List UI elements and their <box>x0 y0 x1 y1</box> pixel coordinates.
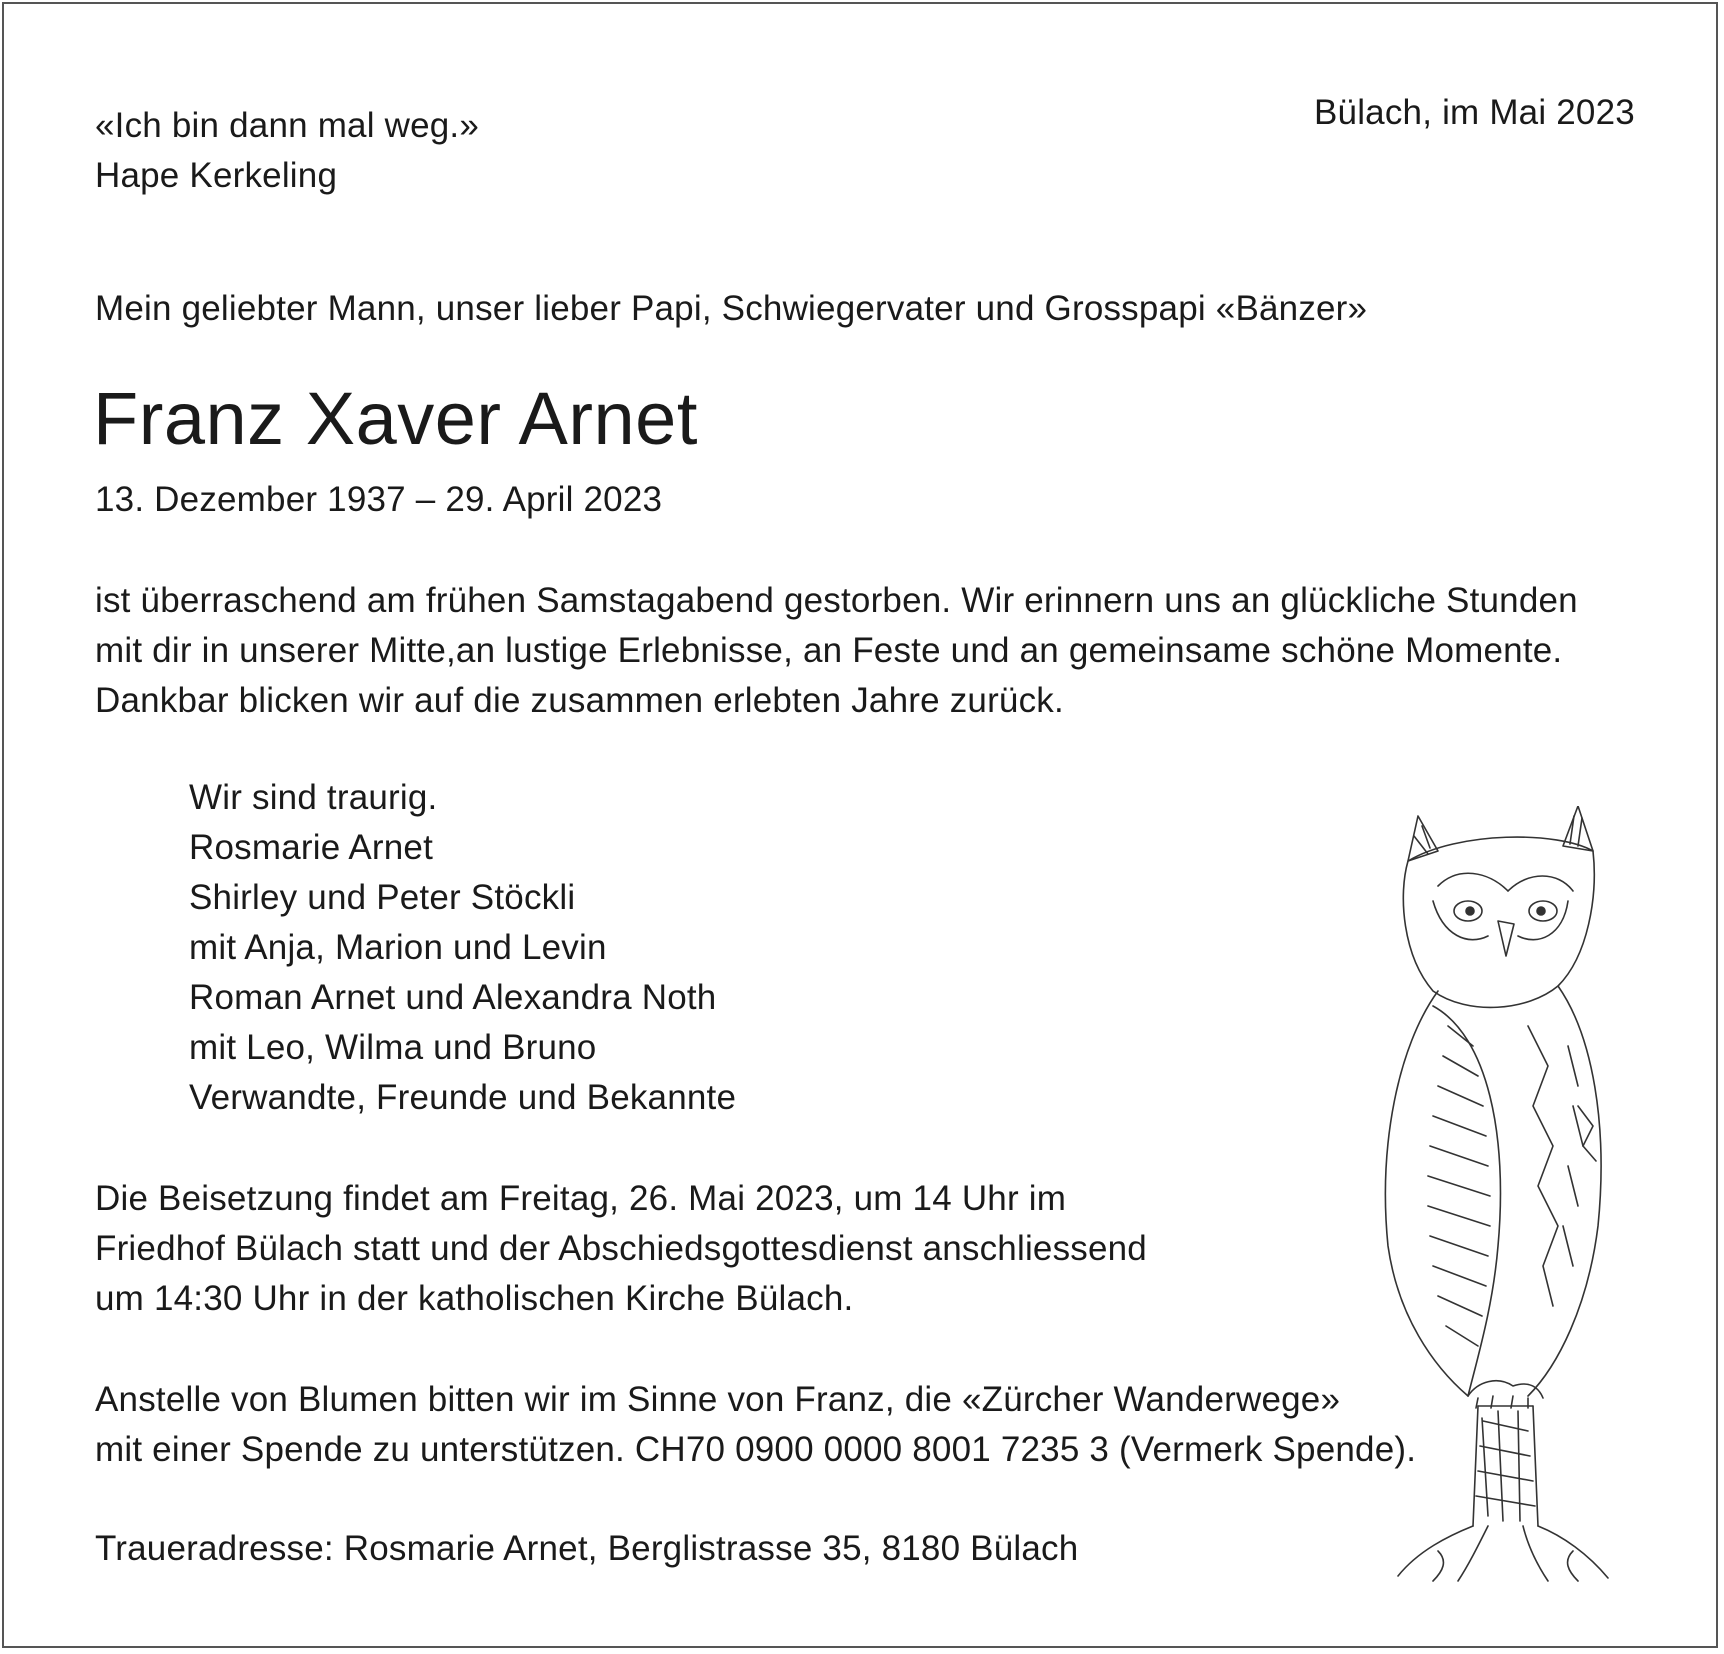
mourners-line: Shirley und Peter Stöckli <box>189 878 576 917</box>
mourners-line: mit Anja, Marion und Levin <box>189 928 607 967</box>
body-paragraph <box>95 576 1578 726</box>
life-dates: 13. Dezember 1937 – 29. April 2023 <box>95 480 663 519</box>
mourners-line: Rosmarie Arnet <box>189 828 434 867</box>
intro-line: Mein geliebter Mann, unser lieber Papi, Schwiegervater und Grosspapi «Bänzer» <box>95 289 1368 328</box>
mourners-line: Roman Arnet und Alexandra Noth <box>189 978 717 1017</box>
mourners-list <box>189 773 736 1123</box>
donation-info <box>95 1375 1416 1475</box>
ceremony-line: Die Beisetzung findet am Freitag, 26. Mai 2023, um 14 Uhr im <box>95 1179 1067 1218</box>
ceremony-line: Friedhof Bülach statt und der Abschiedsgottesdienst anschliessend <box>95 1229 1147 1268</box>
mourners-line: mit Leo, Wilma und Bruno <box>189 1028 597 1067</box>
body-line: Dankbar blicken wir auf die zusammen erlebten Jahre zurück. <box>95 681 1064 720</box>
mourners-line: Wir sind traurig. <box>189 778 438 817</box>
body-line: ist überraschend am frühen Samstagabend gestorben. Wir erinnern uns an glückliche Stunden <box>95 581 1578 620</box>
place-date: Bülach, im Mai 2023 <box>1314 93 1635 132</box>
epigraph-quote: «Ich bin dann mal weg.» <box>95 106 480 145</box>
mourning-address: Traueradresse: Rosmarie Arnet, Berglistrasse 35, 8180 Bülach <box>95 1529 1079 1568</box>
epigraph <box>95 101 479 201</box>
ceremony-line: um 14:30 Uhr in der katholischen Kirche Bülach. <box>95 1279 854 1318</box>
donation-line: Anstelle von Blumen bitten wir im Sinne von Franz, die «Zürcher Wanderwege» <box>95 1380 1341 1419</box>
body-line: mit dir in unserer Mitte,an lustige Erlebnisse, an Feste und an gemeinsame schöne Momente. <box>95 631 1563 670</box>
owl-sketch-icon <box>1378 806 1618 1586</box>
mourners-line: Verwandte, Freunde und Bekannte <box>189 1078 737 1117</box>
ceremony-info <box>95 1174 1147 1324</box>
epigraph-author: Hape Kerkeling <box>95 156 338 195</box>
deceased-name: Franz Xaver Arnet <box>93 377 698 460</box>
donation-line: mit einer Spende zu unterstützen. CH70 0900 0000 8001 7235 3 (Vermerk Spende). <box>95 1430 1417 1469</box>
